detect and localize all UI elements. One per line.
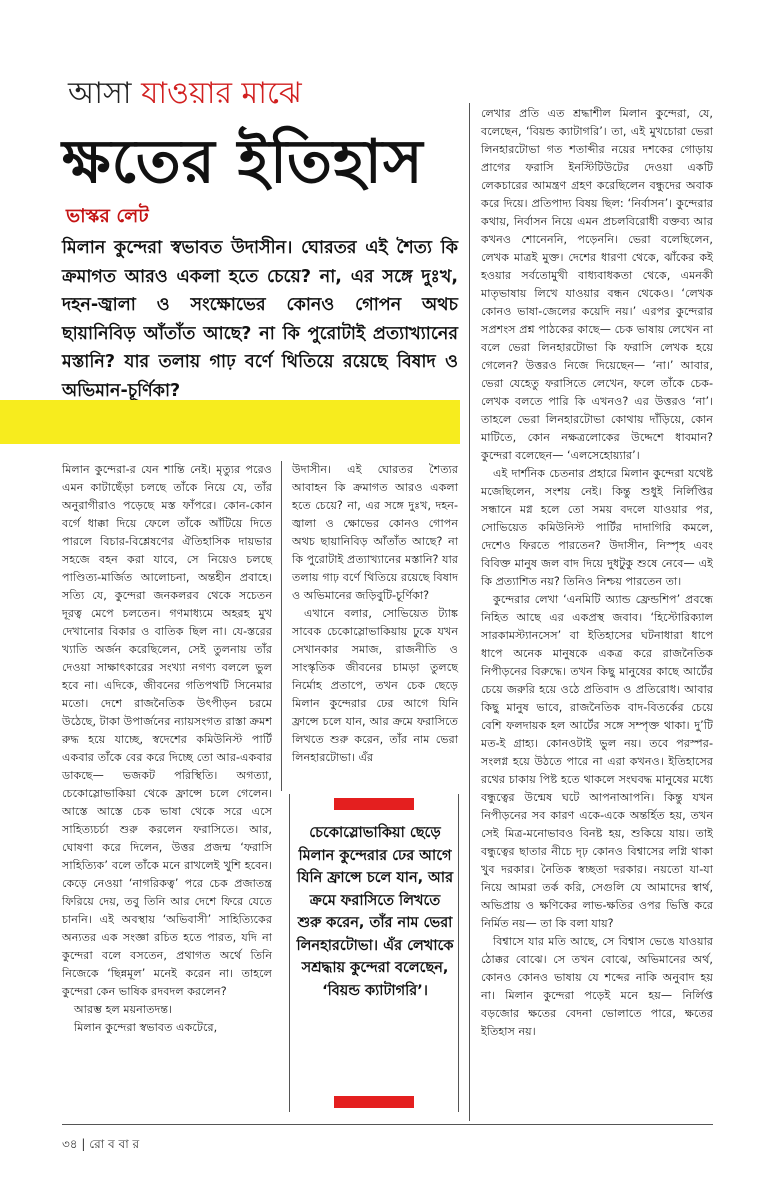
column-b-paragraph: উদাসীন। এই ঘোরতর শৈত্যর আবাহন কি ক্রমাগত আরও একলা হতে চেয়ে? না, এর সঙ্গে দুঃখ, দহন-জ্বালা ও ক্ষোভের কোনও গোপন অথচ ছায়ানিবিড় আঁতাঁত আছে? না কি পুরোটাই প্রত্যাখ্যানের মস্তানি? যার তলায় গাঢ় বর্ণে থিতিয়ে রয়েছে বিষাদ ও অভিমানের জড়িবুটি-চূর্ণিকা? [292,463,458,602]
column-c [481,105,713,1041]
column-rule-middle [281,461,282,791]
byline: ভাস্কর লেট [66,205,149,227]
page-number: ৩৪ [62,1137,78,1151]
kicker-part-1: আসা [68,76,132,111]
column-a [62,461,272,1037]
column-c-paragraph: এই দার্শনিক চেতনার প্রহারে মিলান কুন্দেরা যথেষ্ট মজেছিলেন, সংশয় নেই। কিন্তু শুধুই নির্লিপ্তির সন্ধানে মগ্ন হলে তো সময় বদলে যাওয়ার পর, সোভিয়েত কমিউনিস্ট পার্টির দাদাগিরি কমলে, দেশেও ফিরতে পারতেন? উদাসীন, নিস্পৃহ এবং বিবিক্ত মানুষ জল বাদ দিয়ে দুধটুকু শুষে নেবে— এই কি প্রত্যাশিত নয়? তিনিও নিশ্চয় পারতেন তা। [481,467,713,588]
column-b [292,461,458,767]
yellow-band [0,400,460,444]
deck: মিলান কুন্দেরা স্বভাবত উদাসীন। ঘোরতর এই শৈত্য কি ক্রমাগত আরও একলা হতে চেয়ে? না, এর সঙ্গে দুঃখ, দহন-জ্বালা ও সংক্ষোভের কোনও গোপন অথচ ছায়ানিবিড় আঁতাঁত আছে? না কি পুরোটাই প্রত্যাখ্যানের মস্তানি? যার তলায় গাঢ় বর্ণে থিতিয়ে রয়েছে বিষাদ ও অভিমান-চূর্ণিকা? [62,238,458,401]
pull-quote: চেকোস্লোভাকিয়া ছেড়ে মিলান কুন্দেরার ঢের আগে যিনি ফ্রান্সে চলে যান, আর ক্রমে ফরাসিতে লিখতে শুরু করেন, তাঁর নাম ভেরা লিনহারটোভা। এঁর লেখাকে সশ্রদ্ধায় কুন্দেরা বলেছেন, ‘বিয়ন্ড ক্যাটাগরি’। [296,825,454,999]
pull-quote-bottom-bar [334,1096,414,1108]
column-c-paragraph: লেখার প্রতি এত শ্রদ্ধাশীল মিলান কুন্দেরা, যে, বলেছেন, ‘বিয়ন্ড ক্যাটাগরি’। তা, এই মুখচোরা ভেরা লিনহারটোভা গত শতাব্দীর নয়ের দশকের গোড়ায় প্রাগের ফরাসি ইনস্টিটিউটের দেওয়া একটি লেকচারের আমন্ত্রণ গ্রহণ করেছিলেন বন্ধুদের অবাক করে দিয়ে। প্রতিপাদ্য বিষয় ছিল: ‘নির্বাসন’। কুন্দেরার কথায়, নির্বাসন নিয়ে এমন প্রচলবিরোধী বক্তব্য আর কখনও শোনেননি, পড়েননি। ভেরা বলেছিলেন, লেখক মাত্রই মুক্ত। দেশের ধারণা থেকে, ঝাঁকের কই হওয়ার সর্বতোমুখী বাধ্যবাধকতা থেকে, এমনকী মাতৃভাষায় লিখে যাওয়ার বন্ধন থেকেও। ‘লেখক কোনও ভাষা-জেলের কয়েদি নয়।’ এরপর কুন্দেরার সপ্রশংস প্রশ্ন পাঠকের কাছে— চেক ভাষায় লেখেন না বলে ভেরা লিনহারটোভা কি ফরাসি লেখক হয়ে গেলেন? উত্তরও নিজে দিয়েছেন— ‘না।’ আবার, ভেরা যেহেতু ফরাসিতে লেখেন, ফলে তাঁকে চেক-লেখক বলতে পারি কি এখনও? এর উত্তরও ‘না’। তাহলে ভেরা লিনহারটোভা কোথায় দাঁড়িয়ে, কোন মাটিতে, কোন নক্ষত্রলোকের উদ্দেশে ধাবমান? কুন্দেরা বলেছেন— ‘এলসেহোয়্যার’। [481,107,713,462]
headline: ক্ষতের ইতিহাস [62,127,424,197]
folio [62,1136,139,1156]
pull-quote-top-bar [334,798,414,810]
kicker-part-2: যাওয়ার মাঝে [141,76,302,111]
column-b-paragraph: এখানে বলার, সোভিয়েত ট্যাঙ্ক সাবেক চেকোস্লোভাকিয়ায় ঢুকে যখন সেখানকার সমাজ, রাজনীতি ও সাংস্কৃতিক জীবনের চামড়া তুলছে নির্মোহ প্রতাপে, তখন চেক ছেড়ে মিলান কুন্দেরার ঢের আগে যিনি ফ্রান্সে চলে যান, আর ক্রমে ফরাসিতে লিখতে শুরু করেন, তাঁর নাম ভেরা লিনহারটোভা। এঁর [292,607,458,764]
kicker [68,76,302,112]
magazine-name: রো ব বা র [89,1137,140,1151]
column-c-paragraph: কুন্দেরার লেখা ‘এনমিটি অ্যান্ড ফ্রেন্ডশিপ’ প্রবন্ধে নিহিত আছে এর একপ্রস্থ জবাব। ‘হিস্টোরিক্যাল সারকামস্ট্যানসেস’ বা ইতিহাসের ঘটনাধারা ধাপে ধাপে অনেক মানুষকে একত্র করে রাজনৈতিক নিপীড়নের বিরুদ্ধে। তখন কিছু মানুষের কাছে আর্টের চেয়ে জরুরি হয়ে ওঠে প্রতিবাদ ও প্রতিরোধ। আবার কিছু মানুষ ভাবে, রাজনৈতিক বাদ-বিতর্কের চেয়ে বেশি ফলদায়ক হল আর্টের সঙ্গে সম্পৃক্ত থাকা। দু’টি মত-ই গ্রাহ্য। কোনওটাই ভুল নয়। তবে পরস্পর-সংলগ্ন হয়ে উঠতে পারে না এরা কখনও। ইতিহাসের রথের চাকায় পিষ্ট হতে থাকলে সংঘবদ্ধ মানুষের মধ্যে বন্ধুত্বের উন্মেষ ঘটে আপনাআপনি। কিন্তু যখন নিপীড়নের সব কারণ একে-একে অন্তর্হিত হয়, তখন সেই মিত্র-মনোভাবও বিনষ্ট হয়, শুকিয়ে যায়। তাই বন্ধুত্বের ছাতার নীচে দৃঢ় কোনও বিশ্বাসের লগ্নি থাকা খুব দরকার। নৈতিক স্বচ্ছতা দরকার। নয়তো যা-যা নিয়ে আমরা তর্ক করি, সেগুলি যে আমাদের স্বার্থ, অভিপ্রায় ও ক্ষণিকের লাভ-ক্ষতির ওপর ভিত্তি করে নির্মিত নয়— তা কি বলা যায়? [481,593,713,930]
column-a-paragraph: আরম্ভ হল ময়নাতদন্ত। [74,1003,173,1016]
footer-rule [62,1124,713,1125]
column-rule-right [469,103,470,1121]
column-c-paragraph: বিশ্বাসে যার মতি আছে, সে বিশ্বাস ভেঙে যাওয়ার ঠোক্কর বোঝে। সে তখন বোঝে, অভিমানের অর্থ, কোনও কোনও ভাষায় যে শব্দের নাকি অনুবাদ হয় না। মিলান কুন্দেরা পড়েই মনে হয়— নির্লিপ্ত বড়জোর ক্ষতের বেদনা ভোলাতে পারে, ক্ষতের ইতিহাস নয়। [481,935,713,1038]
folio-separator: | [81,1137,86,1151]
column-a-paragraph: মিলান কুন্দেরা স্বভাবত একটেরে, [74,1021,218,1034]
column-a-paragraph: মিলান কুন্দেরা-র যেন শান্তি নেই। মৃত্যুর পরেও এমন কাটাছেঁড়া চলছে তাঁকে নিয়ে যে, তাঁর অনুরাগীরাও পড়েছে মস্ত ফাঁপরে। কোন-কোন বর্গে ধাক্কা দিয়ে ফেলে তাঁকে আঁটিয়ে দিতে পারলে বিচার-বিশ্লেষণের ঐতিহাসিক দায়ভার সহজে বহন করা যাবে, সে নিয়েও চলছে পাণ্ডিত্য-মার্জিত আলোচনা, অন্তহীন প্রবাহে। সত্যি যে, কুন্দেরা জনকলরব থেকে সচেতন দূরত্ব মেপে চলতেন। গণমাধ্যমে অহরহ মুখ দেখানোর বিকার ও বাতিক ছিল না। যে-স্তরের খ্যাতি অর্জন করেছিলেন, সেই তুলনায় তাঁর দেওয়া সাক্ষাৎকারের সংখ্যা নগণ্য বললে ভুল হবে না। এদিকে, জীবনের গতিপথটি সিনেমার মতো। দেশে রাজনৈতিক উৎপীড়ন চরমে উঠেছে, টাকা উপার্জনের ন্যায়সংগত রাস্তা ক্রমশ রুদ্ধ হয়ে যাচ্ছে, স্বদেশের কমিউনিস্ট পার্টি একবার তাঁকে বের করে দিচ্ছে তো আর-একবার ডাকছে— ভজকট পরিস্থিতি। অগত্যা, চেকোস্লোভাকিয়া থেকে ফ্রান্সে চলে গেলেন। আস্তে আস্তে চেক ভাষা থেকে সরে এসে সাহিত্যচর্চা শুরু করলেন ফরাসিতে। আর, ঘোষণা করে দিলেন, উত্তর প্রজন্ম ‘ফরাসি সাহিত্যিক’ বলে তাঁকে মনে রাখলেই খুশি হবেন। কেড়ে নেওয়া ‘নাগরিকত্ব’ পরে চেক প্রজাতন্ত্র ফিরিয়ে দেয়, তবু তিনি আর দেশে ফিরে যেতে চাননি। এই অবস্থায় ‘অভিবাসী’ সাহিত্যিকের অন্যতর এক সংজ্ঞা রচিত হতে পারত, যদি না কুন্দেরা বলে বসতেন, প্রথাগত অর্থে তিনি নিজেকে ‘ছিন্নমূল’ মনেই করেন না। তাহলে কুন্দেরা কেন ভাষিক রদবদল করলেন? [62,463,272,998]
